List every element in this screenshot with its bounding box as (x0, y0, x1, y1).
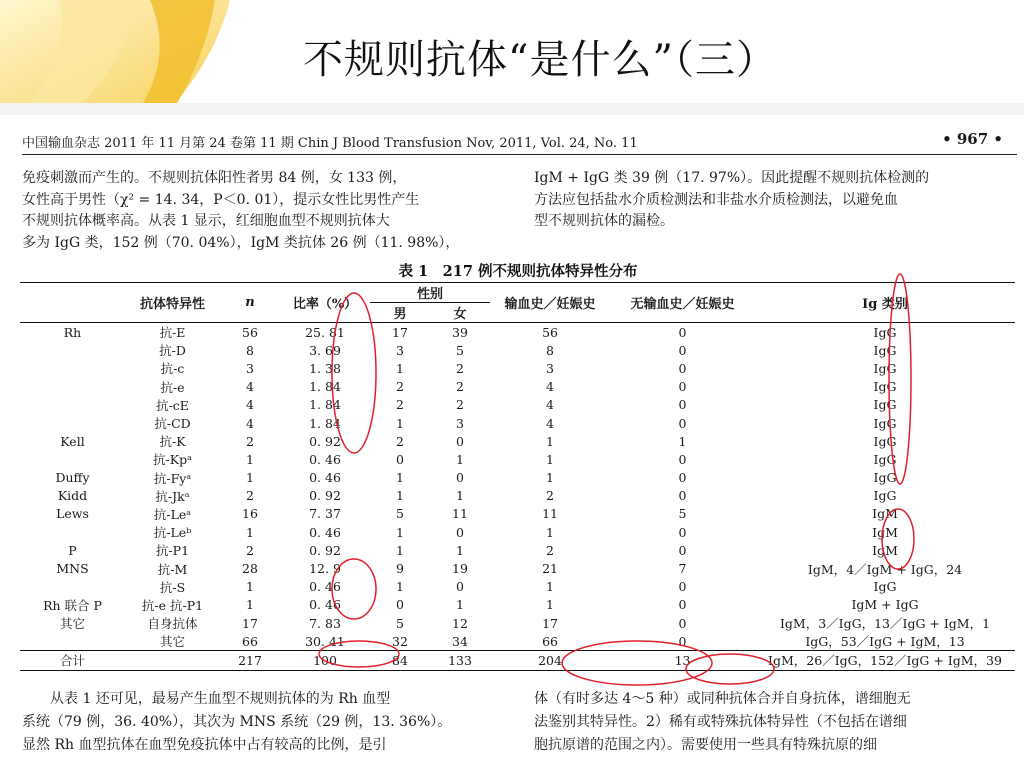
header-ig-class: Ig 类别 (862, 297, 908, 312)
row-history: 4 (546, 379, 554, 395)
row-specificity: 抗-Kpᵃ (153, 452, 192, 468)
right-paragraph (534, 168, 1020, 233)
row-n: 17 (242, 615, 258, 631)
row-rate: 0. 92 (309, 433, 341, 449)
row-history: 1 (546, 579, 554, 595)
row-no-history: 7 (678, 561, 687, 577)
total-male: 84 (392, 652, 408, 668)
row-history: 17 (542, 615, 558, 631)
row-no-history: 0 (678, 451, 687, 467)
total-nohist: 13 (674, 652, 691, 668)
row-rate: 3. 69 (309, 342, 341, 358)
row-rate: 1. 38 (309, 360, 341, 376)
row-male: 1 (396, 542, 404, 558)
row-rate: 0. 46 (309, 470, 341, 486)
row-rate: 0. 46 (309, 524, 341, 540)
row-male: 1 (396, 360, 404, 376)
row-n: 56 (242, 324, 258, 340)
row-no-history: 0 (678, 524, 687, 540)
row-rate: 0. 46 (309, 451, 341, 467)
row-ig-class: IgG (873, 360, 897, 376)
row-history: 2 (546, 488, 554, 504)
row-system (20, 396, 125, 414)
row-rate: 0. 92 (309, 488, 341, 504)
row-male: 1 (396, 524, 404, 540)
row-rate: 0. 92 (309, 542, 341, 558)
table-row (20, 559, 1015, 577)
table-row (20, 341, 1015, 359)
row-system: Kidd (57, 488, 88, 504)
row-n: 3 (246, 360, 254, 376)
row-n: 4 (246, 379, 254, 395)
row-specificity: 抗-cE (156, 397, 189, 413)
row-n: 2 (246, 488, 254, 504)
row-female: 39 (452, 324, 468, 340)
row-specificity: 抗-K (159, 434, 186, 450)
text-line: 女性高于男性（χ² = 14. 34，P＜0. 01），提示女性比男性产生 (22, 191, 420, 208)
table-row (20, 359, 1015, 377)
row-n: 4 (246, 397, 254, 413)
row-n: 66 (242, 633, 258, 649)
text-line: 从表 1 还可见，最易产生血型不规则抗体的为 Rh 血型 (50, 691, 391, 707)
row-no-history: 0 (678, 415, 687, 431)
row-male: 1 (396, 415, 404, 431)
row-female: 0 (456, 579, 464, 595)
row-no-history: 0 (678, 397, 687, 413)
text-line: 法鉴别其特异性。2）稀有或特殊抗体特异性（不包括在谱细 (534, 714, 907, 730)
row-female: 0 (456, 470, 464, 486)
row-no-history: 0 (678, 342, 687, 358)
header-male: 男 (393, 307, 407, 322)
header-with-history: 输血史／妊娠史 (504, 297, 596, 312)
table-row (20, 578, 1015, 596)
row-system: 其它 (59, 616, 85, 632)
row-male: 9 (396, 561, 404, 577)
total-n: 217 (238, 652, 262, 668)
row-rate: 7. 37 (309, 506, 341, 522)
row-ig-class: IgG (873, 342, 897, 358)
row-specificity: 抗-e 抗-P1 (141, 597, 204, 613)
row-n: 1 (246, 524, 254, 540)
row-history: 4 (546, 397, 554, 413)
table-row (20, 487, 1015, 505)
row-ig-class: IgM (872, 524, 898, 540)
row-specificity: 抗-Leᵃ (153, 506, 192, 522)
row-system: Rh (63, 324, 82, 340)
row-specificity: 抗-Jkᵃ (155, 488, 190, 504)
table-row (20, 632, 1015, 651)
total-spec (125, 651, 220, 670)
row-system: Lews (56, 506, 89, 522)
row-male: 2 (396, 433, 404, 449)
row-male: 1 (396, 488, 404, 504)
row-female: 19 (452, 561, 468, 577)
row-n: 1 (246, 451, 254, 467)
row-female: 2 (456, 360, 464, 376)
table-row (20, 450, 1015, 468)
row-male: 17 (392, 324, 408, 340)
text-line: 型不规则抗体的漏检。 (534, 213, 674, 229)
row-ig-class: IgM + IgG (851, 597, 919, 613)
row-no-history: 0 (678, 470, 687, 486)
row-ig-class: IgM，4／IgM + IgG，24 (807, 561, 963, 577)
row-n: 1 (246, 470, 254, 486)
row-system: MNS (56, 561, 89, 577)
row-history: 3 (546, 360, 554, 376)
header-female: 女 (453, 307, 467, 322)
row-specificity: 自身抗体 (147, 616, 198, 632)
row-female: 11 (452, 506, 468, 522)
row-male: 5 (396, 506, 404, 522)
row-n: 2 (246, 433, 254, 449)
journal-page-image (14, 117, 1022, 768)
slide-title: 不规则抗体“是什么”（三） (303, 37, 777, 83)
row-female: 2 (456, 397, 464, 413)
row-rate: 25. 81 (305, 324, 345, 340)
journal-citation: 中国输血杂志 2011 年 11 月第 24 卷第 11 期 Chin J Blood Transfusion Nov, 2011, Vol. 24, No. 11 (22, 136, 638, 151)
row-system: Rh 联合 P (43, 597, 102, 613)
table-row (20, 396, 1015, 414)
row-system (20, 578, 125, 596)
text-line: 多为 IgG 类，152 例（70. 04%），IgM 类抗体 26 例（11. 98%）， (22, 234, 460, 251)
row-n: 1 (246, 579, 254, 595)
row-no-history: 0 (678, 360, 687, 376)
row-male: 1 (396, 579, 404, 595)
table-total-row (20, 651, 1015, 670)
text-line: IgM + IgG 类 39 例（17. 97%）。因此提醒不规则抗体检测的 (534, 170, 930, 186)
left-paragraph (22, 168, 512, 254)
table-row (20, 596, 1015, 614)
row-male: 2 (396, 397, 404, 413)
page-number: • 967 • (942, 130, 1003, 148)
row-history: 1 (546, 524, 554, 540)
row-male: 1 (396, 470, 404, 486)
row-system (20, 523, 125, 541)
row-ig-class: IgM (872, 542, 898, 558)
text-line: 胞抗原谱的范围之内）。需要使用一些具有特殊抗原的细 (534, 737, 877, 753)
table-row (20, 432, 1015, 450)
text-line: 不规则抗体概率高。从表 1 显示，红细胞血型不规则抗体大 (22, 213, 390, 229)
row-specificity: 抗-E (159, 325, 186, 341)
row-no-history: 5 (678, 506, 687, 522)
text-line: 方法应包括盐水介质检测法和非盐水介质检测法，以避免血 (534, 191, 898, 208)
antibody-table (20, 282, 1015, 671)
row-specificity: 抗-S (159, 579, 186, 595)
row-history: 1 (546, 433, 554, 449)
row-specificity: 抗-M (157, 561, 188, 577)
row-male: 32 (392, 633, 408, 649)
text-line: 体（有时多达 4～5 种）或同种抗体合并自身抗体，谱细胞无 (534, 691, 911, 707)
row-rate: 0. 46 (309, 597, 341, 613)
total-hist: 204 (538, 652, 562, 668)
row-ig-class: IgG (873, 324, 897, 340)
row-system (20, 632, 125, 651)
table-row (20, 378, 1015, 396)
row-specificity: 抗-D (159, 343, 186, 359)
row-n: 2 (246, 542, 254, 558)
row-system (20, 341, 125, 359)
row-ig-class: IgG (873, 579, 897, 595)
bottom-left-paragraph (22, 688, 517, 757)
row-system: Duffy (55, 470, 90, 486)
table-row (20, 523, 1015, 541)
row-n: 1 (246, 597, 254, 613)
row-n: 8 (246, 342, 254, 358)
text-line: 显然 Rh 血型抗体在血型免疫抗体中占有较高的比例，是引 (22, 737, 387, 753)
header-n: n (245, 295, 255, 310)
row-history: 21 (542, 561, 558, 577)
row-history: 1 (546, 451, 554, 467)
row-system (20, 450, 125, 468)
row-ig-class: IgM，3／IgG，13／IgG + IgM，1 (779, 616, 991, 632)
row-female: 2 (456, 379, 464, 395)
row-ig-class: IgG (873, 488, 897, 504)
row-female: 1 (456, 451, 464, 467)
row-rate: 1. 84 (309, 379, 341, 395)
row-female: 0 (456, 433, 464, 449)
row-rate: 1. 84 (309, 397, 341, 413)
row-specificity: 抗-P1 (155, 543, 190, 559)
total-female: 133 (448, 652, 472, 668)
row-specificity: 抗-Fyᵃ (153, 470, 192, 486)
header-rate: 比率（%） (292, 297, 358, 312)
row-history: 1 (546, 470, 554, 486)
row-rate: 1. 84 (309, 415, 341, 431)
row-system: P (68, 542, 77, 558)
total-rate: 100 (313, 652, 337, 668)
row-specificity: 其它 (159, 634, 185, 650)
table-row (20, 469, 1015, 487)
row-no-history: 0 (678, 488, 687, 504)
row-system (20, 359, 125, 377)
row-rate: 30. 41 (305, 633, 345, 649)
total-system: 合计 (59, 653, 85, 669)
row-ig-class: IgG (873, 415, 897, 431)
text-line: 系统（79 例，36. 40%），其次为 MNS 系统（29 例，13. 36%）。 (22, 714, 452, 730)
row-male: 3 (396, 342, 404, 358)
row-history: 8 (546, 342, 554, 358)
row-ig-class: IgM (872, 506, 898, 522)
row-ig-class: IgG，53／IgG + IgM，13 (805, 634, 965, 650)
row-history: 1 (546, 597, 554, 613)
row-female: 1 (456, 597, 464, 613)
bottom-right-paragraph (534, 688, 1020, 757)
row-female: 1 (456, 488, 464, 504)
row-male: 5 (396, 615, 404, 631)
row-no-history: 0 (678, 324, 687, 340)
row-female: 3 (456, 415, 464, 431)
row-system: Kell (60, 433, 85, 449)
row-no-history: 0 (678, 542, 687, 558)
row-female: 0 (456, 524, 464, 540)
row-n: 4 (246, 415, 254, 431)
row-history: 66 (542, 633, 558, 649)
row-history: 56 (542, 324, 558, 340)
row-specificity: 抗-c (160, 361, 185, 377)
table-body (20, 323, 1015, 651)
row-history: 2 (546, 542, 554, 558)
table-row (20, 505, 1015, 523)
row-rate: 12. 9 (309, 561, 341, 577)
row-no-history: 0 (678, 579, 687, 595)
header-sex: 性别 (370, 283, 490, 303)
table-row (20, 614, 1015, 632)
row-female: 12 (452, 615, 468, 631)
row-specificity: 抗-Leᵇ (153, 525, 192, 541)
table-caption: 表 1 217 例不规则抗体特异性分布 (398, 263, 638, 280)
row-male: 2 (396, 379, 404, 395)
row-system (20, 378, 125, 396)
row-ig-class: IgG (873, 397, 897, 413)
header-without-history: 无输血史／妊娠史 (630, 297, 735, 312)
header-system (20, 283, 125, 323)
row-no-history: 0 (678, 633, 687, 649)
row-male: 0 (396, 597, 404, 613)
row-specificity: 抗-CD (154, 416, 191, 432)
row-ig-class: IgG (873, 433, 897, 449)
row-no-history: 1 (678, 433, 687, 449)
table-row (20, 323, 1015, 342)
header-specificity: 抗体特异性 (139, 297, 205, 312)
row-system (20, 414, 125, 432)
row-ig-class: IgG (873, 451, 897, 467)
journal-header (22, 132, 1017, 155)
row-no-history: 0 (678, 615, 687, 631)
row-specificity: 抗-e (160, 379, 185, 395)
table-row (20, 541, 1015, 559)
row-n: 28 (242, 561, 258, 577)
row-no-history: 0 (678, 379, 687, 395)
row-ig-class: IgG (873, 379, 897, 395)
row-rate: 7. 83 (309, 615, 341, 631)
row-male: 0 (396, 451, 404, 467)
table-row (20, 414, 1015, 432)
row-female: 5 (456, 342, 464, 358)
row-rate: 0. 46 (309, 579, 341, 595)
row-history: 4 (546, 415, 554, 431)
row-ig-class: IgG (873, 470, 897, 486)
text-line: 免疫刺激而产生的。不规则抗体阳性者男 84 例，女 133 例， (22, 170, 407, 186)
total-ig: IgM，26／IgG，152／IgG + IgM，39 (768, 653, 1002, 669)
row-female: 1 (456, 542, 464, 558)
row-no-history: 0 (678, 597, 687, 613)
row-female: 34 (452, 633, 468, 649)
row-n: 16 (242, 506, 258, 522)
row-history: 11 (542, 506, 558, 522)
